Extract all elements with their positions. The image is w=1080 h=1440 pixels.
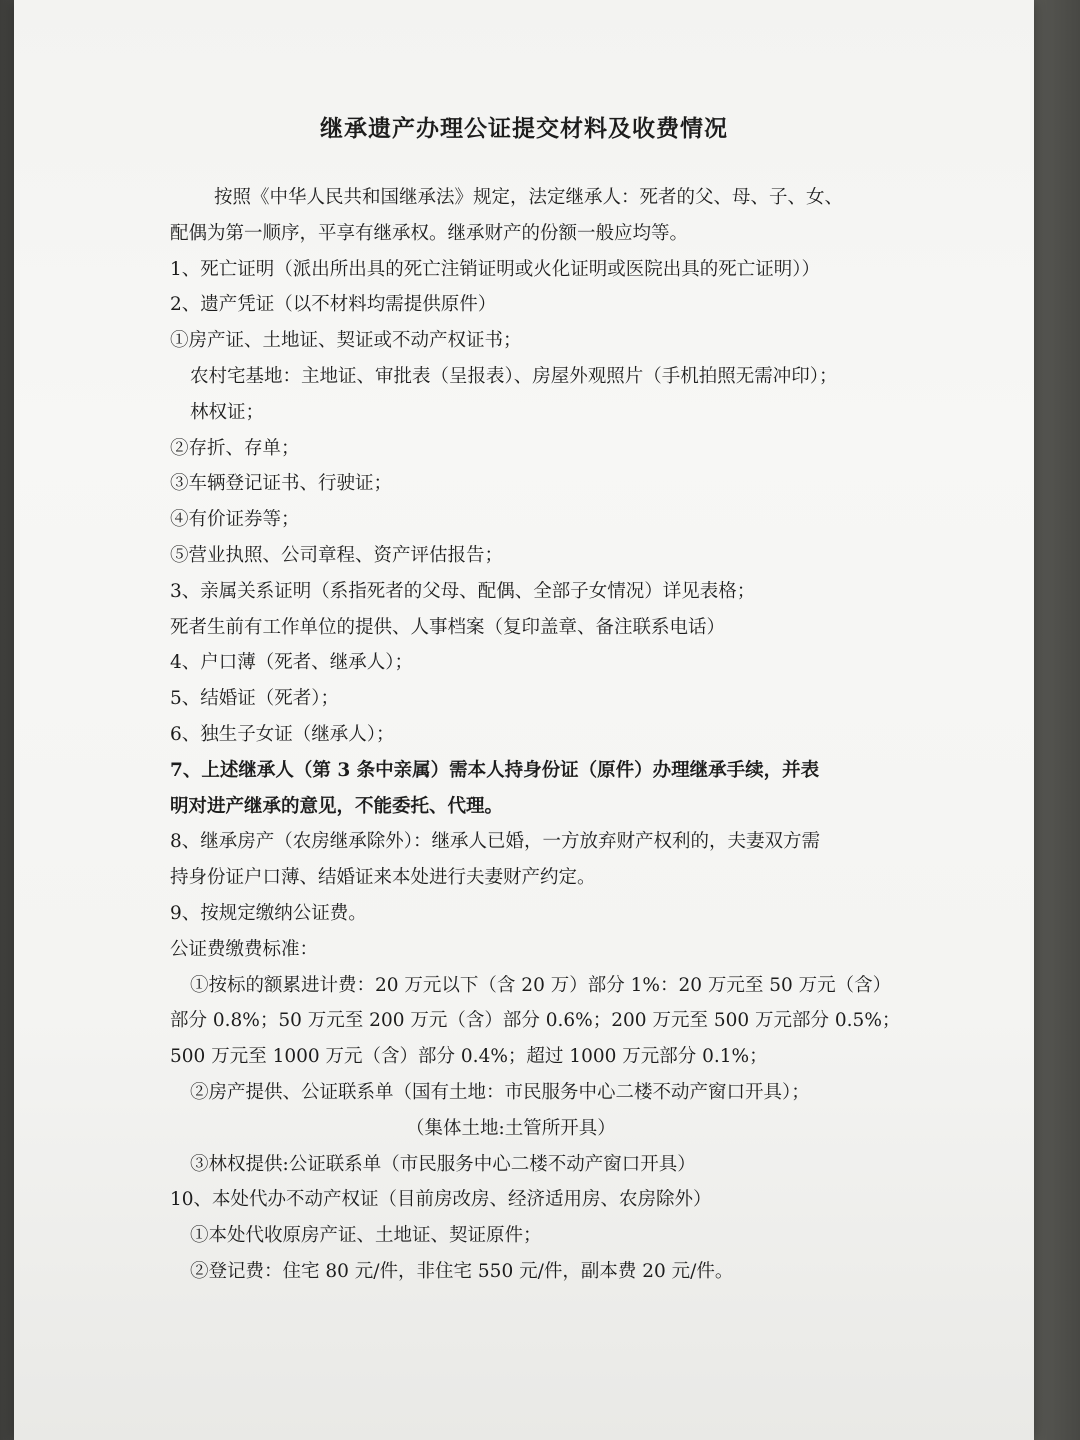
fee-line: 部分 0.8%；50 万元至 200 万元（含）部分 0.6%；200 万元至 500 万元部分 0.5%；	[170, 1010, 901, 1032]
document-title: 继承遗产办理公证提交材料及收费情况	[320, 115, 728, 142]
subitem-line: 林权证；	[190, 401, 265, 423]
item-7-in-person-notice: 7、上述继承人（第 3 条中亲属）需本人持身份证（原件）办理继承手续，并表	[170, 759, 820, 781]
subitem-line: ④有价证券等；	[170, 509, 300, 531]
subitem-line: ①房产证、土地证、契证或不动产权证书；	[170, 330, 522, 352]
intro-line: 按照《中华人民共和国继承法》规定，法定继承人：死者的父、母、子、女、	[214, 187, 844, 208]
item-9-notary-fee: 9、按规定缴纳公证费。	[170, 902, 367, 924]
item-6-only-child-certificate: 6、独生子女证（继承人）；	[170, 723, 395, 745]
service-line: ②登记费：住宅 80 元/件，非住宅 550 元/件，副本费 20 元/件。	[190, 1260, 734, 1282]
item-4-household-register: 4、户口薄（死者、继承人）；	[170, 652, 414, 674]
item-line: 持身份证户口薄、结婚证来本处进行夫妻财产约定。	[170, 867, 596, 889]
subitem-line: ⑤营业执照、公司章程、资产评估报告；	[170, 544, 504, 566]
fee-line: ②房产提供、公证联系单（国有土地：市民服务中心二楼不动产窗口开具）；	[190, 1081, 810, 1103]
fee-line: （集体土地:土管所开具）	[406, 1117, 616, 1139]
item-8-property-inheritance: 8、继承房产（农房继承除外）：继承人已婚，一方放弃财产权利的，夫妻双方需	[170, 831, 821, 853]
subitem-line: ③车辆登记证书、行驶证；	[170, 473, 393, 495]
item-1-death-certificate: 1、死亡证明（派出所出具的死亡注销证明或火化证明或医院出具的死亡证明））	[170, 258, 821, 280]
fee-line: 500 万元至 1000 万元（含）部分 0.4%；超过 1000 万元部分 0.1%；	[170, 1046, 768, 1068]
fee-standard-heading: 公证费缴费标准：	[170, 938, 319, 960]
service-line: ①本处代收原房产证、土地证、契证原件；	[190, 1225, 542, 1247]
intro-line: 配偶为第一顺序，平享有继承权。继承财产的份额一般应均等。	[170, 222, 689, 244]
subitem-line: ②存折、存单；	[170, 437, 300, 459]
item-2-estate-proof: 2、遗产凭证（以不材料均需提供原件）	[170, 294, 497, 316]
item-line: 死者生前有工作单位的提供、人事档案（复印盖章、备注联系电话）	[170, 616, 726, 638]
item-10-title-deed-service: 10、本处代办不动产权证（目前房改房、经济适用房、农房除外）	[170, 1189, 712, 1211]
subitem-line: 农村宅基地：主地证、审批表（呈报表）、房屋外观照片（手机拍照无需冲印）；	[190, 365, 838, 387]
document-body	[170, 180, 900, 1290]
fee-line: ①按标的额累进计费：20 万元以下（含 20 万）部分 1%：20 万元至 50 万元（含）	[190, 974, 892, 996]
item-5-marriage-certificate: 5、结婚证（死者）；	[170, 688, 340, 710]
fee-line: ③林权提供:公证联系单（市民服务中心二楼不动产窗口开具）	[190, 1153, 696, 1175]
item-3-kinship-proof: 3、亲属关系证明（系指死者的父母、配偶、全部子女情况）详见表格；	[170, 580, 756, 602]
paper-sheet	[14, 0, 1034, 1440]
item-7-in-person-notice: 明对进产继承的意见，不能委托、代理。	[170, 795, 504, 817]
